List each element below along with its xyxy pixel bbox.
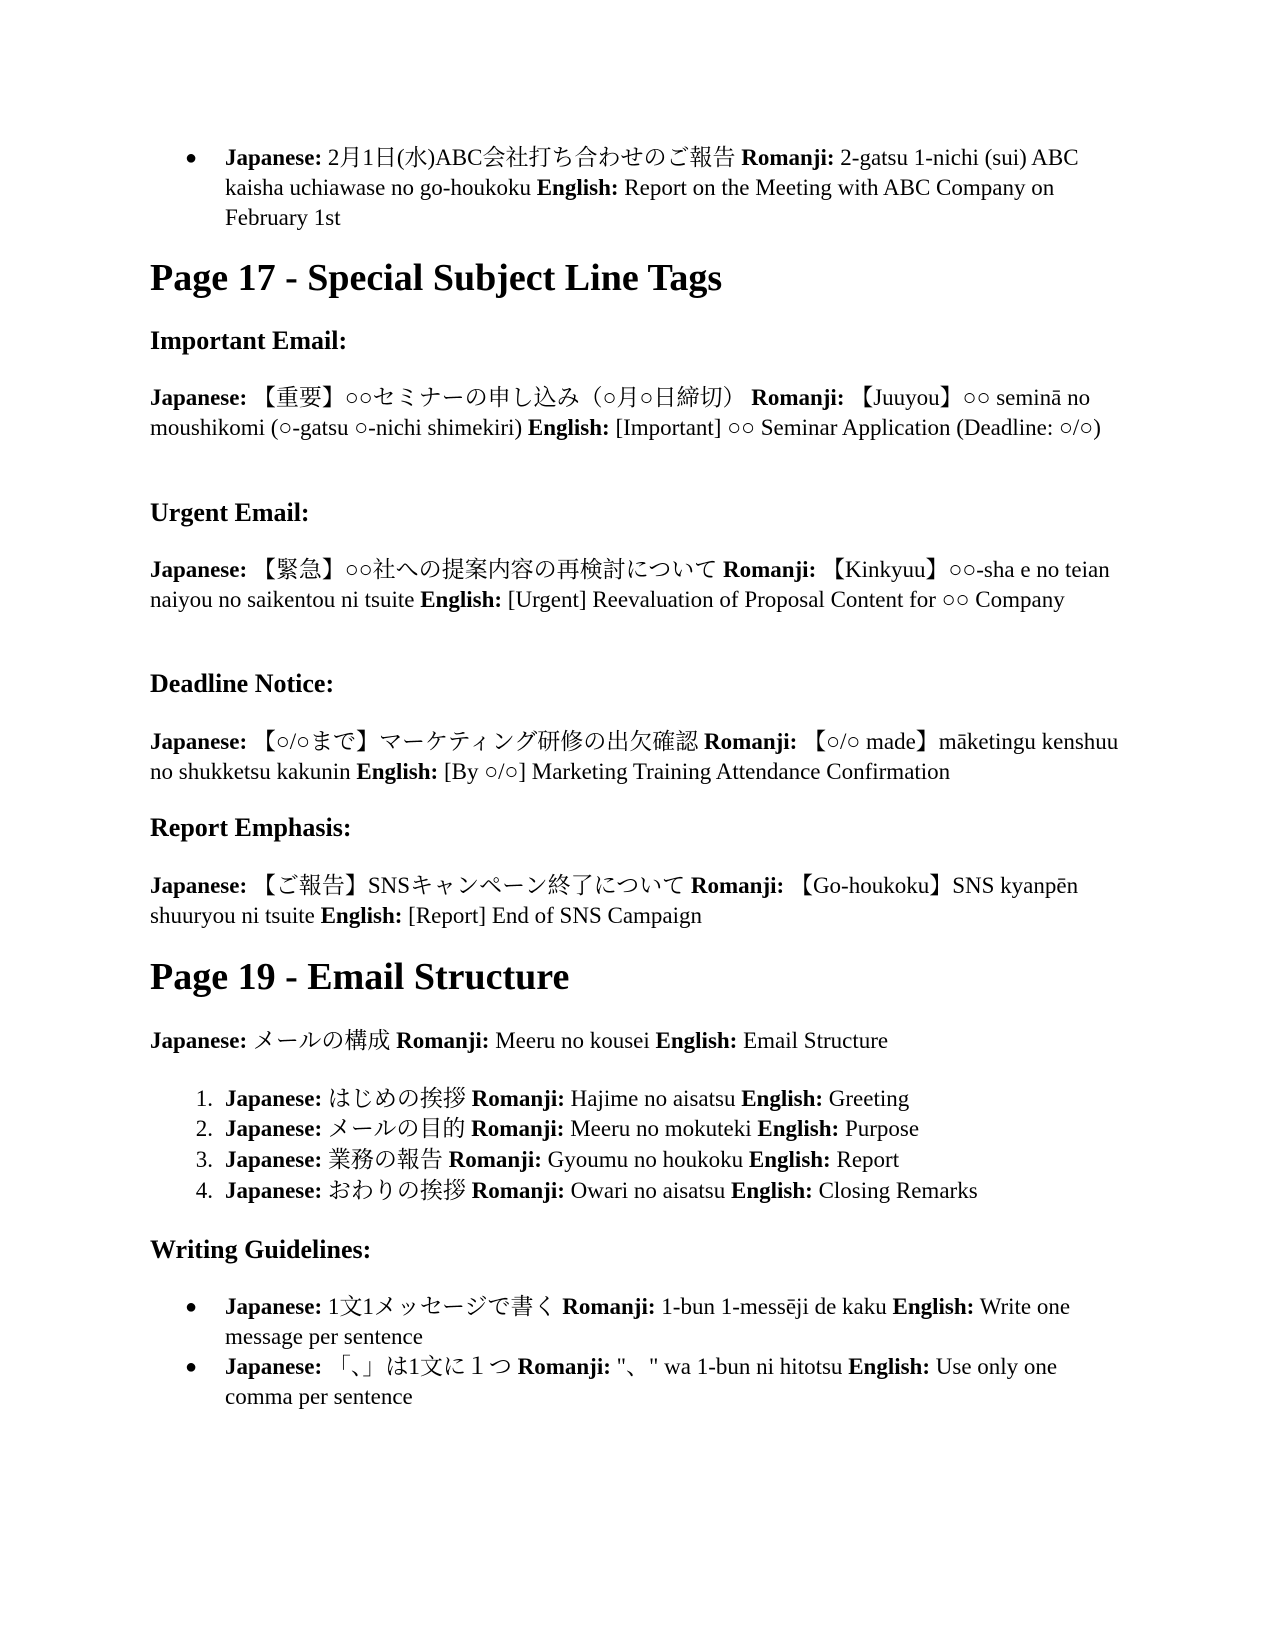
japanese-label: Japanese: [225,1294,323,1319]
english-label: English: [892,1294,975,1319]
romanji-text: Meeru no kousei [495,1028,650,1053]
japanese-label: Japanese: [225,145,323,170]
english-label: English: [741,1086,824,1111]
list-item [185,1352,1115,1412]
subheading-writing-guidelines: Writing Guidelines: [150,1235,372,1264]
romanji-text: Meeru no mokuteki [570,1116,752,1141]
romanji-label: Romanji: [751,385,845,410]
romanji-text: Owari no aisatsu [570,1178,726,1203]
romanji-label: Romanji: [562,1294,656,1319]
japanese-text: おわりの挨拶 [327,1178,466,1203]
english-label: English: [730,1178,813,1203]
japanese-text: メールの目的 [327,1116,466,1141]
japanese-text: 1文1メッセージで書く [327,1294,557,1319]
romanji-text: 【Go-houkoku】SNS kyanpēn shuuryou ni tsuite [150,873,1079,928]
list-item [185,1292,1115,1352]
email-structure-intro [150,1026,1125,1056]
list-item [195,1114,1115,1144]
english-text: [Report] End of SNS Campaign [408,903,703,928]
english-text: Write one message per sentence [225,1294,1071,1349]
english-label: English: [356,759,439,784]
english-label: English: [527,415,610,440]
romanji-text: "、" wa 1-bun ni hitotsu [616,1354,843,1379]
english-text: Report [836,1147,900,1172]
english-text: [By ○/○] Marketing Training Attendance Confirmation [443,759,951,784]
english-label: English: [536,175,619,200]
english-label: English: [420,587,503,612]
bullet-icon: ● [185,147,198,169]
japanese-label: Japanese: [150,1028,248,1053]
romanji-label: Romanji: [517,1354,611,1379]
report-emphasis-paragraph [150,871,1125,931]
important-email-paragraph [150,383,1125,443]
romanji-label: Romanji: [471,1116,565,1141]
english-text: Greeting [828,1086,910,1111]
english-label: English: [748,1147,831,1172]
english-text: Email Structure [743,1028,889,1053]
english-text: Use only one comma per sentence [225,1354,1058,1409]
romanji-label: Romanji: [690,873,785,898]
bullet-icon: ● [185,1296,198,1318]
section-heading-page-17: Page 17 - Special Subject Line Tags [150,257,723,299]
japanese-text: 【ご報告】SNSキャンペーン終了について [252,873,686,898]
romanji-label: Romanji: [722,557,817,582]
english-text: Closing Remarks [818,1178,978,1203]
list-item [195,1084,1115,1114]
romanji-label: Romanji: [396,1028,490,1053]
english-label: English: [848,1354,931,1379]
japanese-label: Japanese: [225,1147,323,1172]
romanji-text: 1-bun 1-messēji de kaku [661,1294,887,1319]
list-number: 3. [195,1147,213,1172]
english-text: [Important] ○○ Seminar Application (Deadline: ○/○) [615,415,1101,440]
romanji-label: Romanji: [471,1178,565,1203]
list-item [195,1145,1115,1175]
romanji-text: Gyoumu no houkoku [547,1147,744,1172]
english-label: English: [757,1116,840,1141]
list-item [195,1176,1115,1206]
subheading-important-email: Important Email: [150,326,348,355]
english-text: Purpose [844,1116,920,1141]
romanji-text: 2-gatsu 1-nichi (sui) ABC kaisha uchiawase no go-houkoku [225,145,1079,200]
bullet-icon: ● [185,1356,198,1378]
list-number: 1. [195,1086,213,1111]
subheading-report-emphasis: Report Emphasis: [150,813,352,842]
japanese-label: Japanese: [225,1116,323,1141]
japanese-label: Japanese: [150,729,248,754]
japanese-label: Japanese: [150,557,248,582]
list-number: 2. [195,1116,213,1141]
romanji-label: Romanji: [448,1147,542,1172]
deadline-notice-paragraph [150,727,1125,787]
subheading-deadline-notice: Deadline Notice: [150,669,335,698]
japanese-text: 2月1日(水)ABC会社打ち合わせのご報告 [327,145,736,170]
japanese-label: Japanese: [225,1086,323,1111]
romanji-text: 【○/○ made】māketingu kenshuu no shukketsu kakunin [150,729,1119,784]
japanese-label: Japanese: [225,1178,323,1203]
romanji-label: Romanji: [741,145,835,170]
english-text: [Urgent] Reevaluation of Proposal Content for ○○ Company [507,587,1065,612]
romanji-text: Hajime no aisatsu [570,1086,736,1111]
romanji-text: 【Juuyou】○○ seminā no moushikomi (○-gatsu ○-nichi shimekiri) [150,385,1091,440]
list-item [185,143,1115,233]
japanese-text: メールの構成 [252,1028,391,1053]
japanese-text: 【重要】○○セミナーの申し込み（○月○日締切） [252,385,746,410]
english-label: English: [320,903,403,928]
japanese-text: 業務の報告 [327,1147,443,1172]
japanese-label: Japanese: [150,873,248,898]
list-number: 4. [195,1178,213,1203]
japanese-label: Japanese: [150,385,248,410]
romanji-label: Romanji: [704,729,798,754]
romanji-label: Romanji: [471,1086,565,1111]
japanese-label: Japanese: [225,1354,323,1379]
japanese-text: 「、」は1文に１つ [327,1354,512,1379]
japanese-text: はじめの挨拶 [327,1086,466,1111]
section-heading-page-19: Page 19 - Email Structure [150,956,570,998]
english-text: Report on the Meeting with ABC Company on February 1st [225,175,1055,230]
urgent-email-paragraph [150,555,1125,615]
japanese-text: 【緊急】○○社への提案内容の再検討について [252,557,718,582]
japanese-text: 【○/○まで】マーケティング研修の出欠確認 [252,729,699,754]
subheading-urgent-email: Urgent Email: [150,498,310,527]
english-label: English: [655,1028,738,1053]
romanji-text: 【Kinkyuu】○○-sha e no teian naiyou no saikentou ni tsuite [150,557,1110,612]
